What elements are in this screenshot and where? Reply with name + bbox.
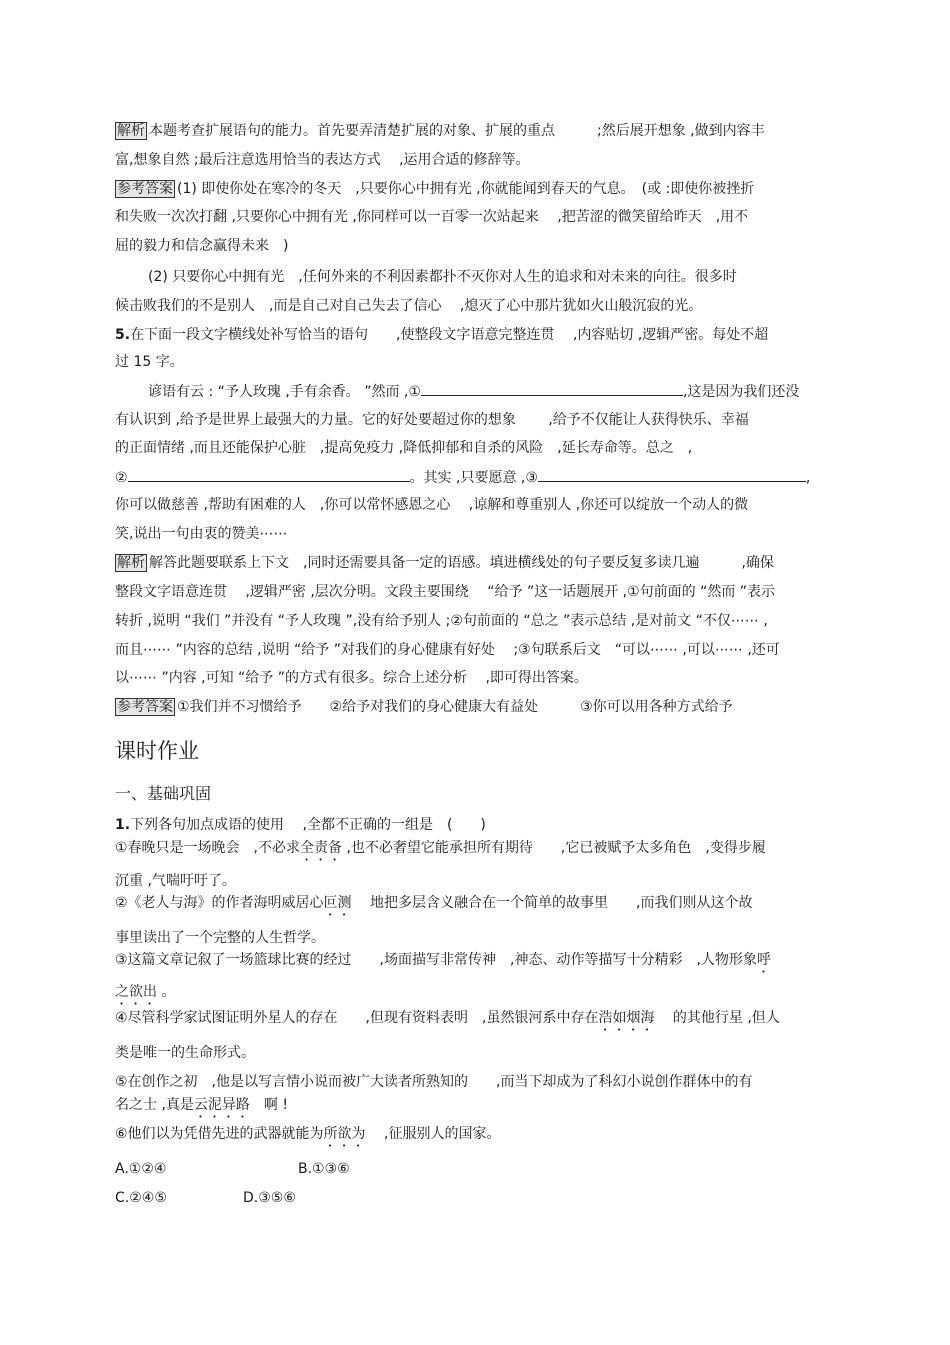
analysis-label: 解析 bbox=[117, 555, 145, 571]
sentence-text: 啊 ! bbox=[249, 1097, 288, 1113]
q5-stem-1 bbox=[115, 325, 768, 345]
idiom-4: 浩如烟海 bbox=[598, 1010, 655, 1026]
answer-line-2: 和失败一次次打翻 ,只要你心中拥有光 ,你同样可以一百零一次站起来 ,把苦涩的微笑留给昨天 ,用不 bbox=[115, 209, 749, 225]
q5-analysis-2: 整段文字语意连贯 ,逻辑严密 ,层次分明。文段主要围绕 “给予 ”这一话题展开 ,①句前面的 “然而 ”表示 bbox=[115, 584, 776, 600]
sentence-text: 的其他行星 ,但人 bbox=[654, 1010, 780, 1026]
q5-passage-2: 有认识到 ,给予是世界上最强大的力量。它的好处要超过你的想象 ,给予不仅能让人获得快乐、幸福 bbox=[115, 412, 749, 428]
q1-sentence-4-cont: 类是唯一的生命形式。 bbox=[115, 1045, 255, 1061]
section-subtitle: 一、基础巩固 bbox=[115, 784, 212, 803]
q5-analysis-text: 解答此题要联系上下文 ,同时还需要具备一定的语感。填进横线处的句子要反复多读几遍 ,确保 bbox=[149, 555, 774, 571]
q5-passage-3: 的正面情绪 ,而且还能保护心脏 ,提高免疫力 ,降低抑郁和自杀的风险 ,延长寿命等。总之 , bbox=[115, 440, 693, 456]
sentence-text: 名之士 ,真是 bbox=[115, 1097, 194, 1113]
q5-passage-text: 谚语有云 : “予人玫瑰 ,手有余香。 ”然而 ,① bbox=[148, 384, 421, 400]
q1-sentence-2-cont: 事里读出了一个完整的人生哲学。 bbox=[115, 930, 325, 946]
q1-sentence-5: ⑤在创作之初 ,他是以写言情小说而被广大读者所熟知的 ,而当下却成为了科幻小说创作群体中的有 bbox=[115, 1074, 753, 1090]
analysis-text: 本题考查扩展语句的能力。首先要弄清楚扩展的对象、扩展的重点 ;然后展开想象 ,做到内容丰 bbox=[149, 123, 765, 139]
q1-sentence-2 bbox=[115, 893, 752, 919]
option-b[interactable]: B.①③⑥ bbox=[298, 1161, 350, 1177]
idiom-1: 全责备 bbox=[300, 840, 343, 856]
q5-analysis-1 bbox=[115, 553, 774, 573]
option-a[interactable]: A.①②④ bbox=[115, 1161, 167, 1177]
q5-passage-text: , bbox=[805, 470, 811, 486]
answer-text: (1) 即使你处在寒冷的冬天 ,只要你心中拥有光 ,你就能闻到春天的气息。 (或 :即使你被挫折 bbox=[177, 181, 755, 197]
option-c[interactable]: C.②④⑤ bbox=[115, 1190, 167, 1206]
q1-sentence-1 bbox=[115, 838, 766, 864]
sentence-text: ④尽管科学家试图证明外星人的存在 ,但现有资料表明 ,虽然银河系中存在 bbox=[115, 1010, 599, 1026]
q5-passage-text: ,这是因为我们还没 bbox=[682, 384, 800, 400]
sentence-text: 。 bbox=[157, 984, 176, 1000]
idiom-3b: 之欲出 bbox=[115, 984, 157, 1000]
q1-sentence-4 bbox=[115, 1008, 780, 1034]
sentence-text: ②《老人与海》的作者海明威居心 bbox=[115, 895, 324, 911]
answer-line-1 bbox=[115, 179, 754, 199]
q5-stem-text: 在下面一段文字横线处补写恰当的语句 ,使整段文字语意完整连贯 ,内容贴切 ,逻辑严密。每处不超 bbox=[130, 327, 769, 343]
analysis-label: 解析 bbox=[117, 123, 145, 139]
q5-answer-text: ①我们并不习惯给予 ②给予对我们的身心健康大有益处 ③你可以用各种方式给予 bbox=[177, 699, 733, 715]
sentence-text: ,征服别人的国家。 bbox=[365, 1126, 501, 1142]
q5-stem-2: 过 15 字。 bbox=[115, 354, 184, 370]
q5-answer bbox=[115, 697, 733, 717]
blank-3[interactable] bbox=[538, 467, 806, 482]
sentence-text: ①春晚只是一场晚会 ,不必求 bbox=[115, 840, 301, 856]
q1-sentence-6 bbox=[115, 1124, 500, 1150]
sentence-text: ⑥他们以为凭借先进的武器就能为 bbox=[115, 1126, 324, 1142]
q5-passage-6: 笑,说出一句由衷的赞美⋯⋯ bbox=[115, 526, 288, 542]
blank-2[interactable] bbox=[128, 467, 410, 482]
option-d[interactable]: D.③⑤⑥ bbox=[243, 1190, 296, 1206]
q5-analysis-4: 而且⋯⋯ ”内容的总结 ,说明 “给予 ”对我们的身心健康有好处 ;③句联系后文 “可以⋯⋯ ,可以⋯⋯ ,还可 bbox=[115, 642, 780, 658]
q1-sentence-3-cont bbox=[115, 982, 175, 1008]
q5-analysis-3: 转折 ,说明 “我们 ”并没有 “予人玫瑰 ”,没有给予别人 ;②句前面的 “总之 ”表示总结 ,是对前文 “不仅⋯⋯ , bbox=[115, 613, 768, 629]
sentence-text: 地把多层含义融合在一个简单的故事里 ,而我们则从这个故 bbox=[351, 895, 753, 911]
blank-1[interactable] bbox=[421, 381, 683, 396]
q5-analysis-5: 以⋯⋯ ”内容 ,可知 “给予 ”的方式有很多。综合上述分析 ,即可得出答案。 bbox=[115, 670, 588, 686]
sentence-text: ③这篇文章记叙了一场篮球比赛的经过 ,场面描写非常传神 ,神态、动作等描写十分精彩 ,人物形象 bbox=[115, 952, 757, 968]
answer-label: 参考答案 bbox=[117, 699, 173, 715]
q5-number: 5. bbox=[115, 327, 131, 343]
answer-line-3: 屈的毅力和信念赢得未来 ) bbox=[115, 238, 289, 254]
analysis-line-1 bbox=[115, 121, 765, 141]
q1-sentence-1-cont: 沉重 ,气喘吁吁了。 bbox=[115, 873, 236, 889]
q5-passage-text: 。其实 ,只要愿意 ,③ bbox=[409, 470, 538, 486]
sentence-text: ,也不必奢望它能承担所有期待 ,它已被赋予太多角色 ,变得步履 bbox=[342, 840, 766, 856]
q1-sentence-3 bbox=[115, 950, 771, 976]
q1-number: 1. bbox=[115, 817, 131, 833]
q5-passage-text: ② bbox=[115, 470, 128, 486]
analysis-line-2: 富,想象自然 ;最后注意选用恰当的表达方式 ,运用合适的修辞等。 bbox=[115, 152, 530, 168]
q5-passage-4 bbox=[115, 467, 810, 488]
section-title: 课时作业 bbox=[115, 739, 199, 763]
idiom-6: 所欲为 bbox=[323, 1126, 366, 1142]
answer-line-5: 候击败我们的不是别人 ,而是自己对自己失去了信心 ,熄灭了心中那片犹如火山般沉寂的光。 bbox=[115, 298, 703, 314]
answer-line-4: (2) 只要你心中拥有光 ,任何外来的不利因素都扑不灭你对人生的追求和对未来的向往。很多时 bbox=[148, 269, 737, 285]
q5-passage-5: 你可以做慈善 ,帮助有困难的人 ,你可以常怀感恩之心 ,谅解和尊重别人 ,你还可以绽放一个动人的微 bbox=[115, 497, 749, 513]
answer-label: 参考答案 bbox=[117, 181, 173, 197]
idiom-2: 叵测 bbox=[323, 895, 352, 911]
q1-sentence-5-cont bbox=[115, 1095, 288, 1121]
q1-stem bbox=[115, 815, 486, 835]
q5-passage-1 bbox=[148, 381, 799, 402]
q1-stem-text: 下列各句加点成语的使用 ,全都不正确的一组是 ( ) bbox=[130, 817, 486, 833]
idiom-5: 云泥异路 bbox=[193, 1097, 250, 1113]
idiom-3a: 呼 bbox=[756, 952, 771, 968]
